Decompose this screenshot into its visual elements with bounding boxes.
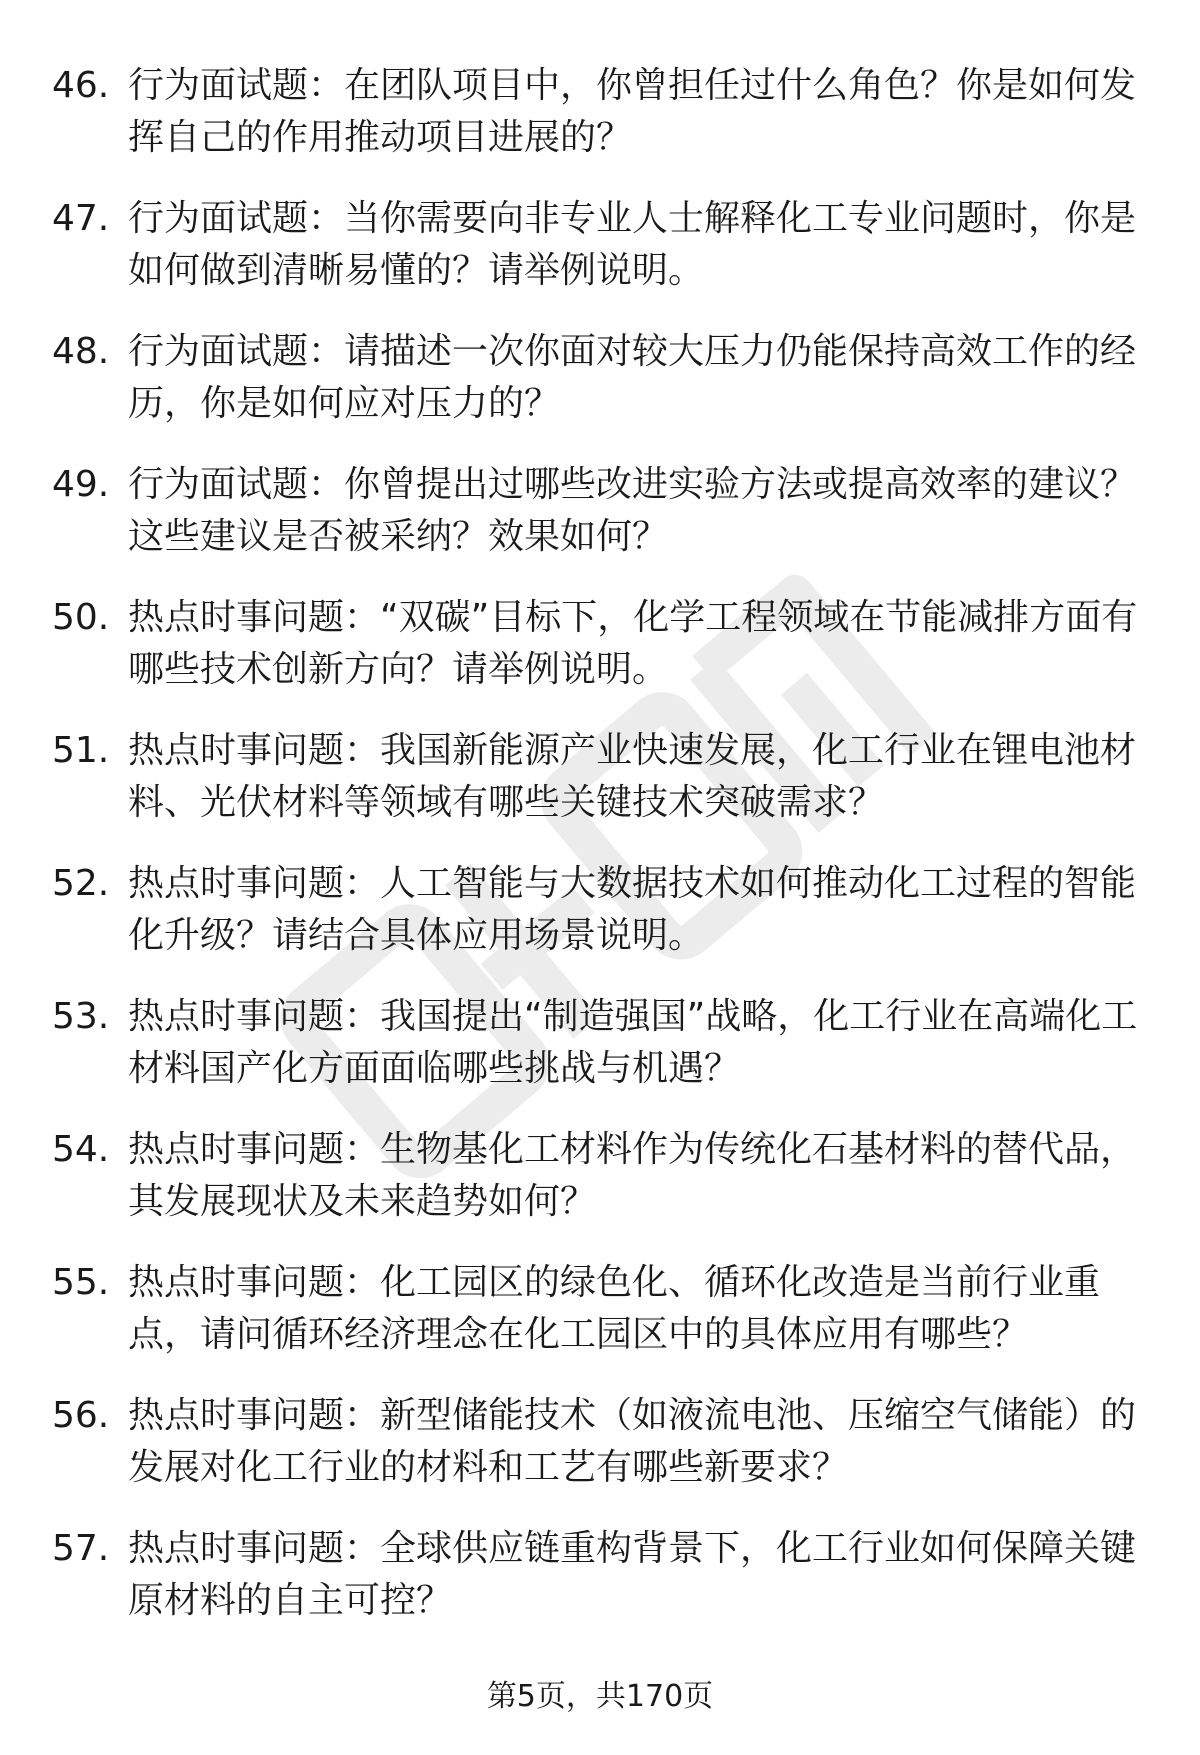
question-number: 52. bbox=[52, 863, 110, 904]
question-text: 行为面试题：当你需要向非专业人士解释化工专业问题时，你是如何做到清晰易懂的？请举例说明。 bbox=[128, 198, 1137, 291]
question-number: 55. bbox=[52, 1262, 110, 1303]
question-item bbox=[0, 725, 1200, 858]
question-text: 热点时事问题：我国新能源产业快速发展，化工行业在锂电池材料、光伏材料等领域有哪些关键技术突破需求？ bbox=[128, 730, 1137, 823]
question-text: 热点时事问题：全球供应链重构背景下，化工行业如何保障关键原材料的自主可控？ bbox=[128, 1528, 1137, 1621]
question-number: 47. bbox=[52, 198, 110, 239]
question-item bbox=[0, 60, 1200, 193]
question-number: 46. bbox=[52, 65, 110, 106]
question-number: 56. bbox=[52, 1395, 110, 1436]
question-item bbox=[0, 1390, 1200, 1523]
question-item bbox=[0, 592, 1200, 725]
question-item bbox=[0, 459, 1200, 592]
question-text: 热点时事问题：我国提出“制造强国”战略，化工行业在高端化工材料国产化方面面临哪些挑战与机遇？ bbox=[128, 996, 1138, 1089]
page-number-label: 第5页，共170页 bbox=[486, 1679, 714, 1714]
question-number: 49. bbox=[52, 464, 110, 505]
question-text: 热点时事问题：“双碳”目标下，化学工程领域在节能减排方面有哪些技术创新方向？请举例说明。 bbox=[128, 597, 1138, 690]
question-text: 行为面试题：在团队项目中，你曾担任过什么角色？你是如何发挥自己的作用推动项目进展的？ bbox=[128, 65, 1137, 158]
question-list bbox=[0, 60, 1200, 1656]
question-item bbox=[0, 1523, 1200, 1656]
page-footer bbox=[0, 1677, 1200, 1717]
question-item bbox=[0, 991, 1200, 1124]
question-item bbox=[0, 193, 1200, 326]
question-text: 热点时事问题：人工智能与大数据技术如何推动化工过程的智能化升级？请结合具体应用场景说明。 bbox=[128, 863, 1137, 956]
question-number: 57. bbox=[52, 1528, 110, 1569]
question-text: 热点时事问题：化工园区的绿色化、循环化改造是当前行业重点，请问循环经济理念在化工园区中的具体应用有哪些？ bbox=[128, 1262, 1101, 1355]
question-text: 行为面试题：请描述一次你面对较大压力仍能保持高效工作的经历，你是如何应对压力的？ bbox=[128, 331, 1137, 424]
question-number: 50. bbox=[52, 597, 110, 638]
question-item bbox=[0, 1257, 1200, 1390]
question-item bbox=[0, 858, 1200, 991]
question-item bbox=[0, 1124, 1200, 1257]
question-text: 行为面试题：你曾提出过哪些改进实验方法或提高效率的建议？这些建议是否被采纳？效果如何？ bbox=[128, 464, 1137, 557]
question-text: 热点时事问题：生物基化工材料作为传统化石基材料的替代品，其发展现状及未来趋势如何？ bbox=[128, 1129, 1137, 1222]
question-number: 48. bbox=[52, 331, 110, 372]
question-item bbox=[0, 326, 1200, 459]
question-number: 54. bbox=[52, 1129, 110, 1170]
question-number: 51. bbox=[52, 730, 110, 771]
question-number: 53. bbox=[52, 996, 110, 1037]
question-text: 热点时事问题：新型储能技术（如液流电池、压缩空气储能）的发展对化工行业的材料和工艺有哪些新要求？ bbox=[128, 1395, 1137, 1488]
